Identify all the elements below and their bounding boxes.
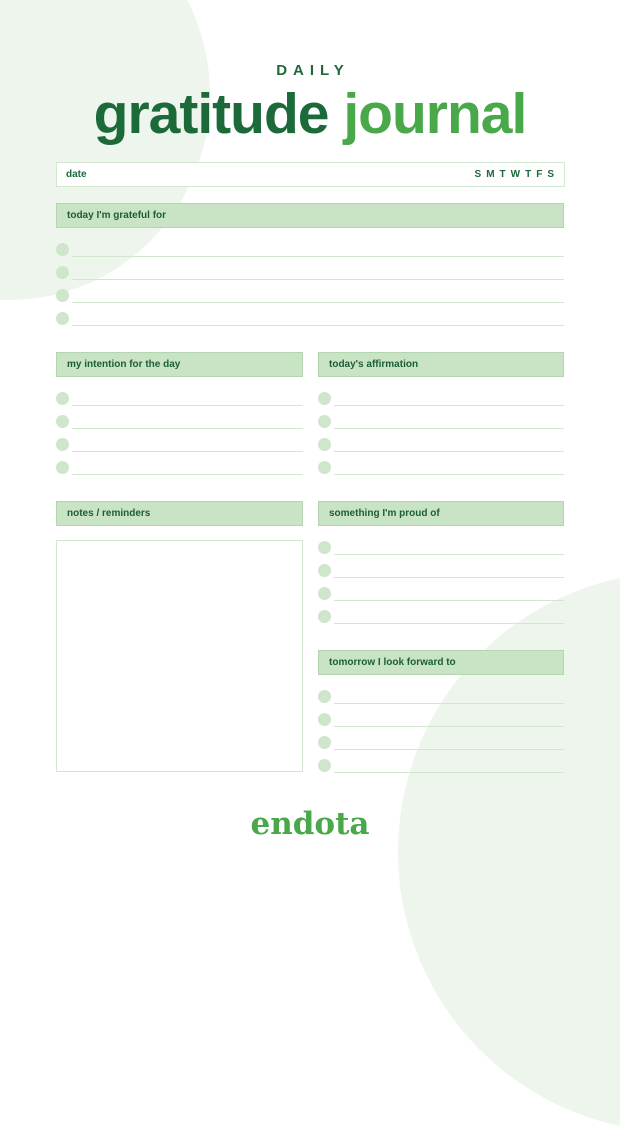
weekday-selector bbox=[475, 169, 554, 180]
bullet-dot bbox=[56, 312, 69, 325]
list-item-intention[interactable] bbox=[56, 389, 303, 412]
list-item-intention[interactable] bbox=[56, 458, 303, 481]
bullet-dot bbox=[56, 438, 69, 451]
list-item-affirmation[interactable] bbox=[318, 389, 564, 412]
weekday-tuesday[interactable]: T bbox=[499, 169, 506, 180]
bullet-dot bbox=[318, 587, 331, 600]
weekday-friday[interactable]: F bbox=[536, 169, 543, 180]
writing-line bbox=[334, 474, 564, 475]
bullet-dot bbox=[318, 461, 331, 474]
notes-textarea[interactable] bbox=[56, 540, 303, 772]
list-item-tomorrow[interactable] bbox=[318, 710, 564, 733]
list-item-intention[interactable] bbox=[56, 412, 303, 435]
bullet-dot bbox=[318, 610, 331, 623]
page-title bbox=[0, 80, 620, 148]
bullet-dot bbox=[318, 690, 331, 703]
writing-line bbox=[72, 325, 564, 326]
bullet-dot bbox=[318, 438, 331, 451]
writing-line bbox=[334, 623, 564, 624]
bullet-dot bbox=[318, 564, 331, 577]
weekday-monday[interactable]: M bbox=[486, 169, 495, 180]
section-header-grateful: today I'm grateful for bbox=[56, 203, 564, 228]
bullet-dot bbox=[318, 541, 331, 554]
list-item-tomorrow[interactable] bbox=[318, 687, 564, 710]
writing-line bbox=[334, 726, 564, 727]
date-field[interactable] bbox=[56, 162, 565, 187]
weekday-sunday[interactable]: S bbox=[474, 169, 482, 180]
list-item-affirmation[interactable] bbox=[318, 458, 564, 481]
writing-line bbox=[72, 302, 564, 303]
writing-line bbox=[334, 749, 564, 750]
bullet-dot bbox=[56, 243, 69, 256]
writing-line bbox=[334, 600, 564, 601]
writing-line bbox=[334, 703, 564, 704]
list-item-affirmation[interactable] bbox=[318, 435, 564, 458]
list-item-affirmation[interactable] bbox=[318, 412, 564, 435]
bullet-dot bbox=[56, 461, 69, 474]
writing-line bbox=[334, 428, 564, 429]
title-kicker: DAILY bbox=[276, 62, 350, 79]
section-header-intention: my intention for the day bbox=[56, 352, 303, 377]
section-header-affirmation: today's affirmation bbox=[318, 352, 564, 377]
list-item-proud[interactable] bbox=[318, 584, 564, 607]
writing-line bbox=[72, 256, 564, 257]
list-item-tomorrow[interactable] bbox=[318, 733, 564, 756]
writing-line bbox=[72, 279, 564, 280]
bullet-dot bbox=[318, 713, 331, 726]
writing-line bbox=[334, 554, 564, 555]
bullet-dot bbox=[318, 415, 331, 428]
list-item-proud[interactable] bbox=[318, 561, 564, 584]
weekday-saturday[interactable]: S bbox=[547, 169, 554, 180]
bullet-dot bbox=[56, 289, 69, 302]
bullet-dot bbox=[56, 266, 69, 279]
title-word-gratitude: gratitude bbox=[93, 82, 329, 146]
brand-logo: endota bbox=[250, 806, 370, 842]
list-item-proud[interactable] bbox=[318, 538, 564, 561]
list-item-grateful[interactable] bbox=[56, 309, 564, 332]
list-item-grateful[interactable] bbox=[56, 286, 564, 309]
section-header-tomorrow: tomorrow I look forward to bbox=[318, 650, 564, 675]
list-item-proud[interactable] bbox=[318, 607, 564, 630]
writing-line bbox=[72, 428, 303, 429]
section-header-proud: something I'm proud of bbox=[318, 501, 564, 526]
section-header-notes: notes / reminders bbox=[56, 501, 303, 526]
writing-line bbox=[72, 451, 303, 452]
writing-line bbox=[72, 474, 303, 475]
weekday-wednesday[interactable]: W bbox=[510, 169, 521, 180]
bullet-dot bbox=[318, 392, 331, 405]
list-item-intention[interactable] bbox=[56, 435, 303, 458]
writing-line bbox=[72, 405, 303, 406]
list-item-grateful[interactable] bbox=[56, 240, 564, 263]
bullet-dot bbox=[56, 415, 69, 428]
writing-line bbox=[334, 772, 564, 773]
writing-line bbox=[334, 451, 564, 452]
date-label: date bbox=[66, 169, 87, 180]
list-item-grateful[interactable] bbox=[56, 263, 564, 286]
writing-line bbox=[334, 577, 564, 578]
writing-line bbox=[334, 405, 564, 406]
bullet-dot bbox=[318, 759, 331, 772]
weekday-thursday[interactable]: T bbox=[525, 169, 532, 180]
bullet-dot bbox=[56, 392, 69, 405]
title-word-journal: journal bbox=[343, 82, 527, 146]
bullet-dot bbox=[318, 736, 331, 749]
list-item-tomorrow[interactable] bbox=[318, 756, 564, 779]
